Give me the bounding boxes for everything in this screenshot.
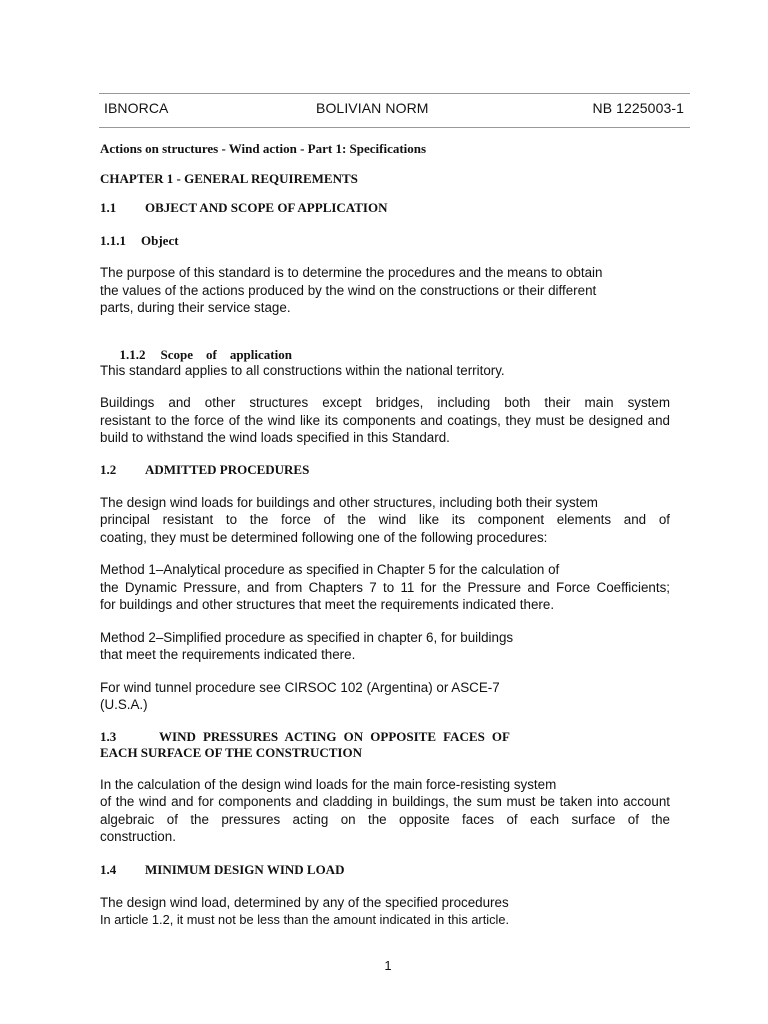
section-number: 1.1.1: [100, 233, 126, 248]
header-org: IBNORCA: [104, 100, 169, 116]
text-line: for buildings and other structures that meet the requirements indicated there.: [100, 597, 555, 612]
header-top-rule: [99, 93, 690, 94]
header-norm-type: BOLIVIAN NORM: [316, 100, 429, 116]
section-title-line: EACH SURFACE OF THE CONSTRUCTION: [100, 744, 362, 760]
text-line: resistant to the force of the wind like its components and coatings, they must be designed and: [100, 412, 670, 428]
section-title-line: [100, 729, 510, 745]
text-line: parts, during their service stage.: [100, 300, 291, 315]
text-line: Method 2–Simplified procedure as specified in chapter 6, for buildings: [100, 629, 514, 645]
chapter-title: CHAPTER 1 - GENERAL REQUIREMENTS: [100, 171, 358, 186]
section-1-2-heading: [100, 462, 670, 478]
document-body: [100, 141, 670, 929]
section-title: WIND PRESSURES ACTING ON OPPOSITE FACES OF: [159, 728, 510, 744]
section-number: 1.1: [100, 200, 117, 215]
text-line: The design wind load, determined by any of the specified procedures: [100, 894, 509, 910]
header-bottom-rule: [99, 127, 690, 128]
paragraph-wind-tunnel: [100, 679, 670, 714]
paragraph-minimum: [100, 894, 670, 929]
text-line: For wind tunnel procedure see CIRSOC 102 (Argentina) or ASCE-7: [100, 679, 500, 695]
section-number: 1.2: [100, 461, 117, 477]
text-line: build to withstand the wind loads specified in this Standard.: [100, 430, 450, 445]
text-line: In article 1.2, it must not be less than the amount indicated in this article.: [100, 912, 510, 927]
section-title: OBJECT AND SCOPE OF APPLICATION: [145, 200, 388, 215]
text-line: This standard applies to all constructions within the national territory.: [100, 362, 505, 378]
text-line: coating, they must be determined following one of the following procedures:: [100, 529, 548, 545]
text-line: algebraic of the pressures acting on the opposite faces of each surface of the: [100, 811, 670, 827]
text-line: The design wind loads for buildings and other structures, including both their system: [100, 494, 598, 510]
text-line: of the wind and for components and cladding in buildings, the sum must be taken into account: [100, 794, 670, 809]
section-1-4-heading: [100, 862, 670, 878]
section-number: 1.1.2: [119, 346, 146, 362]
section-1-1-1-heading: [100, 233, 670, 249]
page-number: 1: [384, 958, 392, 973]
text-line: (U.S.A.): [100, 697, 148, 712]
paragraph-scope-1: [100, 362, 670, 380]
header-code: NB 1225003-1: [592, 100, 684, 116]
section-title: ADMITTED PROCEDURES: [145, 461, 310, 477]
paragraph-scope-2: [100, 394, 670, 447]
paragraph-method-2: [100, 629, 670, 664]
text-line: the values of the actions produced by the wind on the constructions or their different: [100, 282, 597, 298]
section-title: MINIMUM DESIGN WIND LOAD: [145, 861, 345, 877]
paragraph-object: [100, 264, 670, 317]
section-title: Object: [141, 233, 179, 248]
paragraph-method-1: [100, 561, 670, 614]
document-title: Actions on structures - Wind action - Part 1: Specifications: [100, 141, 427, 156]
text-line: that meet the requirements indicated there.: [100, 647, 356, 662]
section-title: Scope of application: [160, 346, 292, 362]
text-line: In the calculation of the design wind loads for the main force-resisting system: [100, 776, 557, 792]
text-line: principal resistant to the force of the wind like its component elements and of: [100, 512, 670, 527]
section-number: 1.4: [100, 861, 117, 877]
text-line: The purpose of this standard is to determine the procedures and the means to obtain: [100, 265, 603, 280]
section-1-1-2-heading: [100, 331, 670, 362]
text-line: construction.: [100, 829, 176, 844]
section-1-1-heading: [100, 200, 670, 216]
paragraph-pressures: [100, 776, 670, 846]
text-line: Method 1–Analytical procedure as specified in Chapter 5 for the calculation of: [100, 562, 560, 577]
paragraph-admitted: [100, 494, 670, 547]
section-1-3-heading: [100, 729, 510, 761]
section-number: 1.3: [100, 728, 117, 744]
text-line: the Dynamic Pressure, and from Chapters 7 to 11 for the Pressure and Force Coefficients;: [100, 579, 670, 595]
text-line: Buildings and other structures except bridges, including both their main system: [100, 395, 670, 410]
